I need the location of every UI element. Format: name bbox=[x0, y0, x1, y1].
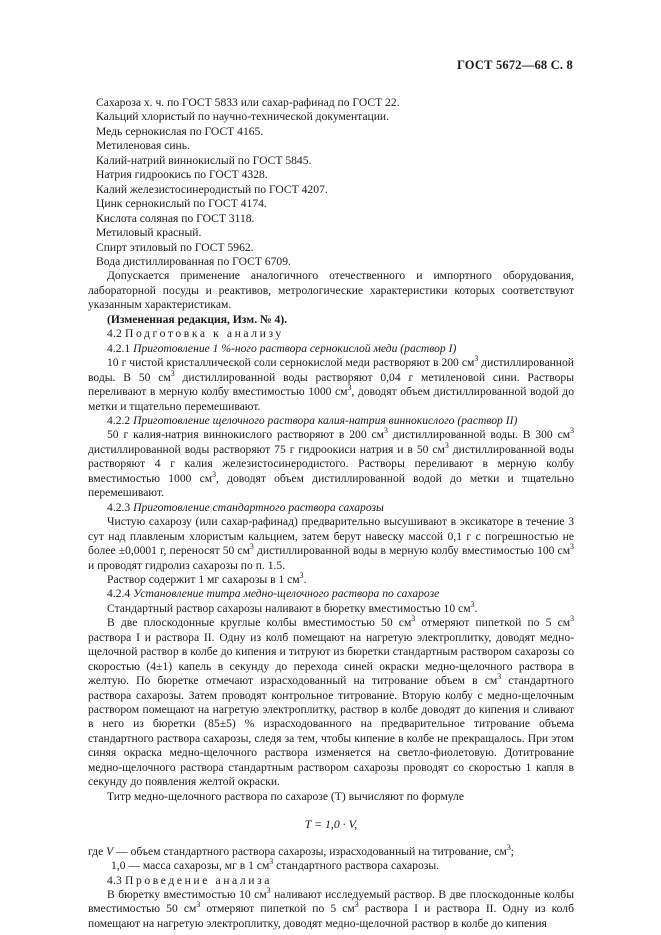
text-run: . bbox=[474, 601, 478, 615]
formula-where-v bbox=[88, 842, 574, 859]
text-run: В бюретку вместимостью 10 см bbox=[107, 888, 267, 902]
section-title: Приготовление 1 %-ного раствора сернокислой меди (раствор I) bbox=[133, 341, 457, 355]
reagent-item: Вода дистиллированная по ГОСТ 6709. bbox=[96, 254, 291, 268]
section-number: 4.3 bbox=[107, 873, 122, 887]
text-run: 1,0 — масса сахарозы, мг в 1 см bbox=[111, 859, 270, 873]
paragraph-titre-intro: Титр медно-щелочного раствора по сахарозе (T) вычисляют по формуле bbox=[107, 789, 464, 803]
superscript: 3 bbox=[212, 469, 217, 479]
section-title: Приготовление щелочного раствора калия-натрия виннокислого (раствор II) bbox=[133, 413, 518, 427]
section-heading-4-3 bbox=[88, 874, 574, 888]
section-heading-4-2 bbox=[88, 327, 574, 341]
reagent-item: Метиловый красный. bbox=[96, 226, 202, 240]
text-run: Чистую сахарозу (или сахар-рафинад) предварительно высушивают в эксикаторе в течение 3 сут над плавленым хлористым кальцием, затем берут навеску массой 0,1 г с погрешностью не более ±0,0001 г, переносят 50 см bbox=[88, 515, 574, 558]
reagent-item: Калий железистосинеродистый по ГОСТ 4207. bbox=[96, 182, 328, 196]
text-run: и проводят гидролиз сахарозы по п. 1.5. bbox=[88, 558, 286, 572]
reagent-item: Кислота соляная по ГОСТ 3118. bbox=[96, 211, 255, 225]
text-run: ; bbox=[510, 844, 514, 858]
section-number: 4.2.2 bbox=[107, 413, 131, 427]
variable-symbol: V bbox=[106, 844, 114, 858]
formula-where-mass bbox=[88, 859, 574, 873]
text-run: дистиллированной воды растворяют 4 г калия железистосинеродистого. Растворы переливают в мерную колбу вместимостью 1000 см bbox=[88, 442, 574, 485]
paragraph-4-2-4-main bbox=[88, 616, 574, 789]
reagent-item: Сахароза х. ч. по ГОСТ 5833 или сахар-рафинад по ГОСТ 22. bbox=[96, 96, 400, 109]
text-run: стандартного раствора сахарозы. Затем проводят контрольное титрование. Вторую колбу с медно-щелочным раствором помещают на нагретую электроплитку, раствор в колбе доводят до кипения и сливают в него из бюретки (85±5) % израсходованного на предварительное титрование объема стандартного раствора сахарозы, следя за тем, чтобы кипение в колбе не прекращалось. При этом синяя окраска медно-щелочного раствора изменяется на светло-фиолетовую. Дотитрование медно-щелочного раствора стандартным раствором сахарозы проводят со скоростью 1 капля в секунду до появления желтой окраски. bbox=[88, 674, 574, 789]
superscript: 3 bbox=[411, 614, 416, 624]
text-run: 10 г чистой кристаллической соли сернокислой меди растворяют в 200 см bbox=[107, 356, 475, 370]
reagent-item: Натрия гидроокись по ГОСТ 4328. bbox=[96, 168, 268, 182]
superscript: 3 bbox=[506, 842, 511, 852]
superscript: 3 bbox=[266, 886, 271, 896]
section-number: 4.2 bbox=[107, 327, 122, 341]
revision-note: (Измененная редакция, Изм. № 4). bbox=[107, 312, 288, 326]
text-run: . bbox=[303, 572, 307, 586]
section-heading-4-2-1 bbox=[88, 342, 574, 356]
paragraph-4-3 bbox=[88, 888, 574, 931]
reagent-item: Спирт этиловый по ГОСТ 5962. bbox=[96, 240, 254, 254]
text-run: Раствор содержит 1 мг сахарозы в 1 см bbox=[107, 572, 300, 586]
paragraph-burette bbox=[88, 602, 574, 616]
section-title: Приготовление стандартного раствора сахарозы bbox=[133, 500, 384, 514]
section-heading-4-2-2 bbox=[88, 414, 574, 428]
superscript: 3 bbox=[570, 542, 574, 552]
paragraph-4-2-3 bbox=[88, 515, 574, 573]
text-run: наливают исследуемый раствор. В две плоскодонные колбы вместимостью 50 см bbox=[88, 888, 574, 916]
superscript: 3 bbox=[570, 614, 574, 624]
text-run: , доводят объем дистиллированной водой до метки и тщательно перемешивают. bbox=[88, 385, 574, 413]
superscript: 3 bbox=[444, 441, 449, 451]
text-run: 50 г калия-натрия виннокислого растворяют в 200 см bbox=[107, 428, 384, 442]
text-run: дистиллированной воды. В 300 см bbox=[387, 428, 571, 442]
text-run: раствора I и раствора II. Одну из колб помещают на нагретую электроплитку, доводят медно-щелочной раствор в колбе до кипения bbox=[88, 902, 574, 930]
text-run: стандартного раствора сахарозы. bbox=[273, 859, 440, 873]
formula-titre: T = 1,0 · V, bbox=[304, 817, 358, 832]
superscript: 3 bbox=[170, 368, 175, 378]
text-run: отмеряют пипеткой по 5 см bbox=[415, 616, 571, 630]
superscript: 3 bbox=[384, 426, 388, 436]
paragraph-concentration bbox=[88, 573, 574, 587]
section-heading-4-2-3 bbox=[88, 501, 574, 515]
section-title: Подготовка к анализу bbox=[125, 327, 284, 341]
text-run: — объем стандартного раствора сахарозы, израсходованный на титрование, см bbox=[113, 844, 507, 858]
where-label: где bbox=[88, 844, 104, 858]
superscript: 3 bbox=[497, 672, 502, 682]
allowance-paragraph: Допускается применение аналогичного отечественного и импортного оборудования, лабораторной посуды и реактивов, метрологические характеристики которых соответствуют указанным характеристикам. bbox=[88, 269, 574, 312]
text-run: Стандартный раствор сахарозы наливают в бюретку вместимостью 10 см bbox=[107, 601, 471, 615]
paragraph-4-2-1 bbox=[88, 356, 574, 414]
reagent-item: Калий-натрий виннокислый по ГОСТ 5845. bbox=[96, 153, 312, 167]
superscript: 3 bbox=[299, 571, 304, 581]
section-number: 4.2.3 bbox=[107, 500, 131, 514]
superscript: 3 bbox=[347, 383, 352, 393]
page-header: ГОСТ 5672—68 С. 8 bbox=[456, 58, 573, 72]
text-run: В две плоскодонные круглые колбы вместимостью 50 см bbox=[107, 616, 412, 630]
text-run: дистиллированной воды растворяют 0,04 г метиленовой сини. Растворы переливают в мерную колбу вместимостью 1000 см bbox=[88, 370, 575, 399]
superscript: 3 bbox=[474, 354, 479, 364]
superscript: 3 bbox=[470, 600, 475, 609]
section-title: Установление титра медно-щелочного раствора по сахарозе bbox=[133, 587, 440, 601]
section-number: 4.2.4 bbox=[107, 587, 131, 601]
reagent-item: Цинк сернокислый по ГОСТ 4174. bbox=[96, 197, 267, 211]
reagent-item: Кальций хлористый по научно-технической документации. bbox=[96, 110, 390, 124]
superscript: 3 bbox=[269, 857, 274, 867]
document-body bbox=[88, 96, 574, 931]
text-run: дистиллированной воды в мерную колбу вместимостью 100 см bbox=[253, 544, 571, 558]
text-run: отмеряют пипеткой по 5 см bbox=[200, 902, 355, 916]
text-run: раствора I и раствора II. Одну из колб помещают на нагретую электроплитку, доводят медно-щелочной раствор в колбе до кипения и титруют из бюретки стандартным раствором сахарозы со скоростью (4±1) капель в секунду до перехода синей окраски медно-щелочного раствора в желтую. По бюретке отмечают израсходованный на титрование объем в см bbox=[88, 630, 574, 688]
reagent-item: Медь сернокислая по ГОСТ 4165. bbox=[96, 124, 264, 138]
superscript: 3 bbox=[570, 426, 575, 436]
text-run: , доводят объем дистиллированной водой до метки и тщательно перемешивают. bbox=[88, 471, 574, 500]
superscript: 3 bbox=[196, 900, 201, 910]
section-heading-4-2-4 bbox=[88, 587, 574, 601]
section-title: Проведение анализа bbox=[125, 873, 272, 887]
superscript: 3 bbox=[249, 542, 254, 552]
section-number: 4.2.1 bbox=[107, 341, 131, 355]
superscript: 3 bbox=[354, 900, 359, 910]
text-run: дистиллированной воды растворяют 75 г гидроокиси натрия и в 50 см bbox=[88, 442, 445, 456]
reagent-item: Метиленовая синь. bbox=[96, 139, 190, 153]
text-run: дистиллированной воды. В 50 см bbox=[88, 356, 574, 384]
paragraph-4-2-2 bbox=[88, 428, 574, 500]
